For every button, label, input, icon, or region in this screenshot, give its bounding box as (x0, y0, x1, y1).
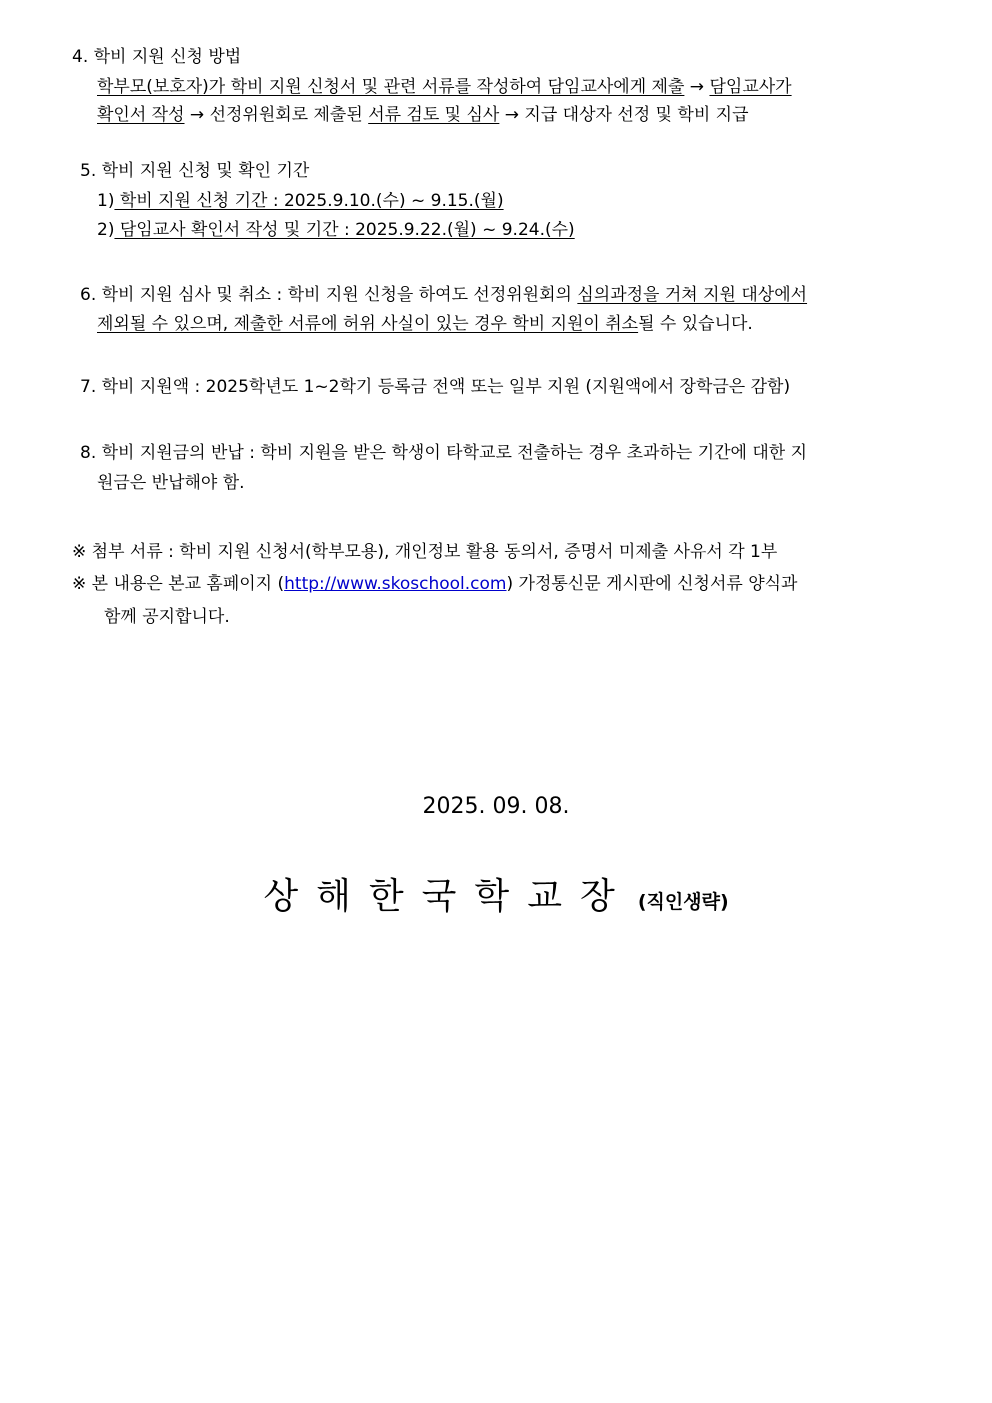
note-homepage (72, 573, 797, 595)
section-5-heading: 5. 학비 지원 신청 및 확인 기간 (80, 161, 310, 181)
seal-omitted-note: (직인생략) (637, 891, 729, 913)
section-4-l2-c: 서류 검토 및 심사 (368, 105, 500, 125)
section-5-item-2 (97, 219, 575, 241)
section-8-line-1: 8. 학비 지원금의 반납 : 학비 지원을 받은 학생이 타학교로 전출하는 경우 초과하는 기간에 대한 지 (80, 443, 808, 463)
section-5-item-2-text: 담임교사 확인서 작성 및 기간 : 2025.9.22.(월) ~ 9.24.(수) (114, 220, 575, 240)
section-8-line-2: 원금은 반납해야 함. (97, 473, 245, 493)
signature-block (0, 868, 992, 919)
section-4-l2-b: → 선정위원회로 제출된 (184, 105, 369, 125)
section-4-l1-a: 학부모(보호자)가 학비 지원 신청서 및 관련 서류를 작성하여 담임교사에게 제출 (97, 77, 685, 97)
section-4-line-1 (97, 76, 792, 98)
section-6-l1-b: 심의과정을 거쳐 지원 대상에서 (577, 285, 808, 305)
section-5-item-2-num: 2) (97, 220, 115, 240)
section-6-l1-a: 6. 학비 지원 심사 및 취소 : 학비 지원 신청을 하여도 선정위원회의 (80, 285, 578, 305)
section-6-line-1 (80, 284, 807, 306)
note-homepage-b: ) 가정통신문 게시판에 신청서류 양식과 (506, 574, 798, 594)
section-5-item-1-num: 1) (97, 191, 115, 211)
section-6-line-2 (97, 313, 753, 335)
note-homepage-cont: 함께 공지합니다. (104, 607, 230, 627)
homepage-link[interactable]: http://www.skoschool.com (284, 574, 507, 594)
section-4-l1-b: → (684, 77, 710, 97)
note-homepage-a: ※ 본 내용은 본교 홈페이지 ( (72, 574, 285, 594)
section-6-l2-b: 될 수 있습니다. (638, 314, 753, 334)
section-6-l2-a: 제외될 수 있으며, 제출한 서류에 허위 사실이 있는 경우 학비 지원이 취소 (97, 314, 639, 334)
section-4-l2-d: → 지급 대상자 선정 및 학비 지급 (499, 105, 749, 125)
school-principal-title: 상해한국학교장 (263, 876, 633, 917)
section-4-l2-a: 확인서 작성 (97, 105, 185, 125)
issue-date: 2025. 09. 08. (422, 794, 570, 819)
section-4-heading: 4. 학비 지원 신청 방법 (72, 47, 242, 67)
section-4-line-2 (97, 104, 749, 126)
section-5-item-1 (97, 190, 504, 212)
section-5-item-1-text: 학비 지원 신청 기간 : 2025.9.10.(수) ~ 9.15.(월) (114, 191, 504, 211)
note-attachments: ※ 첨부 서류 : 학비 지원 신청서(학부모용), 개인정보 활용 동의서, 증명서 미제출 사유서 각 1부 (72, 542, 778, 562)
section-7-text: 7. 학비 지원액 : 2025학년도 1~2학기 등록금 전액 또는 일부 지원 (지원액에서 장학금은 감함) (80, 377, 791, 397)
section-4-l1-c: 담임교사가 (709, 77, 792, 97)
